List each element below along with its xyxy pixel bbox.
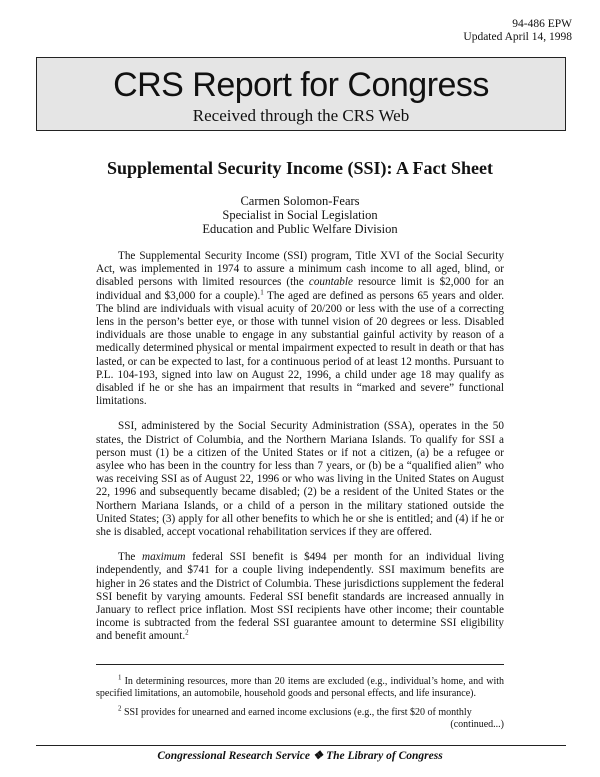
footnote-1-mark: 1	[118, 673, 122, 682]
p1-text-c: The aged are defined as persons 65 years and older. The blind are individuals with visual acuity of 20/200 or less with the use of a correcting lens in the person’s better eye, or those with tunnel vision of 20 degrees or less. Disabled individuals are those unable to engage in any substantial gainful activity by reason of a medically determined physical or mental impairment expected to result in death or that has lasted, or can be expected to last, for a continuous period of at least 12 months. Pursuant to P.L. 104-193, signed into law on August 22, 1996, a child under age 18 may qualify as disabled if he or she has an impairment that results in “marked and severe” functional limitations.	[96, 289, 504, 408]
author-name: Carmen Solomon-Fears	[240, 194, 360, 208]
p1-text-a: The Supplemental Security Income (SSI) program, Title XVI of the Social Security Act, was implemented in 1974 to assure a minimum cash income to all aged, blind, or disabled persons with limited resources (the	[96, 250, 504, 289]
crs-banner	[36, 57, 566, 131]
banner-title: CRS Report for Congress	[113, 66, 489, 104]
footnote-ref-1[interactable]: 1	[260, 287, 264, 296]
document-id	[463, 18, 572, 44]
report-title: Supplemental Security Income (SSI): A Fact Sheet	[107, 158, 493, 178]
footnote-ref-2[interactable]: 2	[185, 628, 189, 637]
updated-date: Updated April 14, 1998	[463, 31, 572, 43]
footnote-2	[96, 704, 504, 731]
report-body	[96, 250, 504, 656]
author-role: Specialist in Social Legislation	[222, 208, 378, 222]
footnote-1-text: In determining resources, more than 20 items are excluded (e.g., individual’s home, and with specified limitations, an automobile, household goods and personal effects, and life insurance).	[96, 676, 504, 699]
author-block	[0, 194, 600, 236]
paragraph-2: SSI, administered by the Social Security Administration (SSA), operates in the 50 states, the District of Columbia, and the Northern Mariana Islands. To qualify for SSI a person must (1) be a citizen of the United States or if not a citizen, (a) be a refugee or asylee who has been in the country for less than 7 years, or (b) be a “qualified alien” who was receiving SSI as of August 22, 1996 or who was living in the United States on August 22, 1996 and subsequently became disabled; (2) be a resident of the United States or the Northern Mariana Islands, or a child of a person in the military stationed outside the United States; (3) apply for all other benefits to which he or she is entitled; and (4) if he or she is disabled, accept vocational rehabilitation services if they are offered.	[96, 420, 504, 539]
paragraph-3	[96, 551, 504, 643]
footer-divider	[36, 745, 566, 746]
footnote-divider	[96, 664, 504, 665]
p1-text-b: resource limit is $2,000 for an individual and $3,000 for a couple).	[96, 276, 505, 302]
p1-emphasis: countable	[308, 276, 353, 289]
footnote-2-text: SSI provides for unearned and earned income exclusions (e.g., the first $20 of monthly	[121, 707, 472, 718]
author-division: Education and Public Welfare Division	[202, 222, 398, 236]
page-footer: Congressional Research Service ❖ The Library of Congress	[157, 750, 443, 762]
footnote-2-mark: 2	[118, 704, 122, 713]
paragraph-1	[96, 250, 504, 408]
p3-text-a: The	[118, 551, 142, 564]
banner-subtitle: Received through the CRS Web	[192, 106, 410, 125]
p3-text-b: federal SSI benefit is $494 per month for an individual living independently, and $741 for a couple living independently. SSI maximum benefits are higher in 26 states and the District of Columbia. These jurisdictions supplement the federal SSI benefit by varying amounts. Federal SSI benefit standards are increased annually in January to reflect price inflation. Most SSI recipients have other income; their countable income is subtracted from the federal SSI guarantee amount to determine SSI eligibility and benefit amount.	[96, 551, 504, 643]
p3-emphasis: maximum	[141, 551, 186, 564]
footnote-2-continued: (continued...)	[450, 719, 504, 730]
footnote-1	[96, 673, 504, 700]
doc-number: 94-486 EPW	[512, 18, 572, 30]
